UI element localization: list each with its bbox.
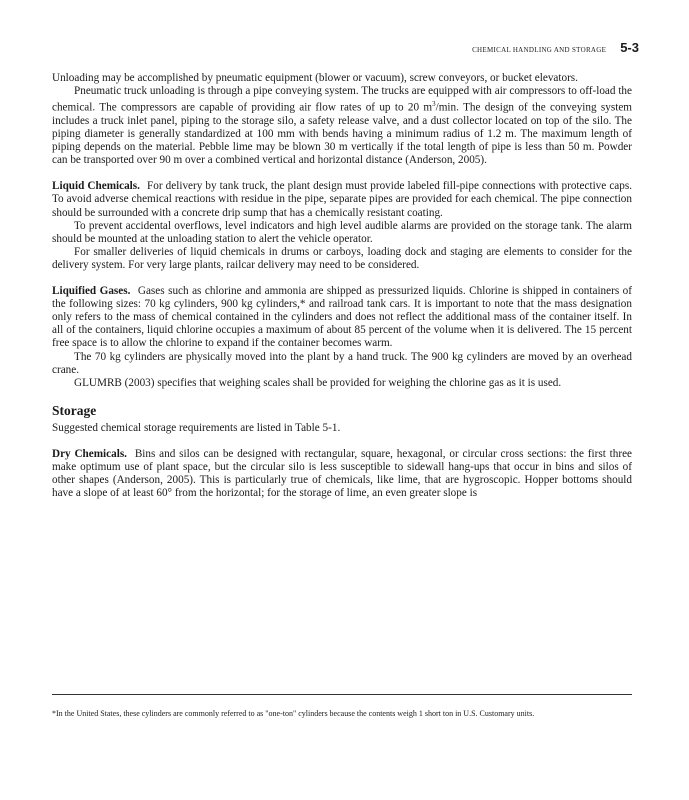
paragraph-glumrb: GLUMRB (2003) specifies that weighing scales shall be provided for weighing the chlorine gas as it is used. <box>74 376 562 389</box>
footnote-divider <box>52 694 632 695</box>
section-liquid-chemicals <box>52 180 632 272</box>
paragraph-gases-shipped-text: Gases such as chlorine and ammonia are shipped as pressurized liquids. Chlorine is shipped in containers of the following sizes: 70 kg cylinders, 900 kg cylinders,* and railroad tank cars. It is important to note that the mass designation only refers to the mass of chemical contained in the cylinders and does not reflect the additional mass of the container itself. In all of the containers, liquid chlorine occupies a maximum of about 85 percent of the volume when it is delivered. The 15 percent free space is to allow the chlorine to expand if the container becomes warm. <box>52 285 632 350</box>
paragraph-bins-silos <box>52 448 632 500</box>
footnote: *In the United States, these cylinders are commonly referred to as "one-ton" cylinders because the contents weigh 1 short ton in U.S. Customary units. <box>52 709 535 718</box>
paragraph-liquid-delivery-text: For delivery by tank truck, the plant design must provide labeled fill-pipe connections with protective caps. To avoid adverse chemical reactions with residue in the pipe, separate pipes are provided for each chemical. The pipe connection should be surrounded with a concrete drip sump that has a chemically resistant coating. <box>52 180 633 219</box>
paragraph-liquid-delivery <box>52 180 632 219</box>
superscript-3: 3 <box>432 100 436 109</box>
heading-dry-chemicals: Dry Chemicals. <box>52 447 127 460</box>
paragraph-pneumatic-part2: /min. The design of the conveying system includes a truck inlet panel, piping to the storage silo, a safety release valve, and a dust collector located on top of the silo. The piping diameter is generally standardized at 100 mm with bends having a minimum radius of 1.2 m. The maximum length of piping depends on the material. Pebble lime may be blown 30 m vertically if the total length of pipe is less than 50 m. Powder can be transported over 90 m over a combined vertical and horizontal distance (Anderson, 2005). <box>52 101 633 167</box>
heading-liquid-chemicals: Liquid Chemicals. <box>52 180 140 193</box>
paragraph-storage-intro: Suggested chemical storage requirements are listed in Table 5-1. <box>52 421 341 434</box>
section-liquified-gases <box>52 285 632 390</box>
paragraph-cylinders: The 70 kg cylinders are physically moved into the plant by a hand truck. The 900 kg cylinders are moved by an overhead crane. <box>52 350 632 376</box>
heading-storage: Storage <box>52 402 97 418</box>
paragraph-unloading: Unloading may be accomplished by pneumatic equipment (blower or vacuum), screw conveyors, or bucket elevators. <box>52 72 578 84</box>
running-title: CHEMICAL HANDLING AND STORAGE <box>472 46 607 54</box>
paragraph-smaller-deliveries: For smaller deliveries of liquid chemicals in drums or carboys, loading dock and staging are elements to consider for the delivery system. For very large plants, railcar delivery may need to be considered. <box>52 245 632 271</box>
running-head <box>472 40 639 55</box>
paragraph-pneumatic-part1: Pneumatic truck unloading is through a pipe conveying system. The trucks are equipped with air compressors to off-load the chemical. The compressors are capable of providing air flow rates of up to 20 m <box>52 85 632 114</box>
page-number: 5-3 <box>620 40 639 55</box>
paragraph-bins-silos-text: Bins and silos can be designed with rectangular, square, hexagonal, or circular cross sections: the first three make optimum use of plant space, but the circular silo is less susceptible to sidewall hang-ups that occur in bins and silos of other shapes (Anderson, 2005). This is particularly true of chemicals, like lime, that are hygroscopic. Hopper bottoms should have a slope of at least 60° from the horizontal; for the storage of lime, an even greater slope is <box>52 447 633 500</box>
paragraph-overflow: To prevent accidental overflows, level indicators and high level audible alarms are provided on the storage tank. The alarm should be mounted at the unloading station to alert the vehicle operator. <box>52 219 632 245</box>
body-text <box>52 72 632 500</box>
section-dry-chemicals <box>52 448 632 500</box>
paragraph-gases-shipped <box>52 285 632 350</box>
heading-liquified-gases: Liquified Gases. <box>52 285 131 298</box>
paragraph-pneumatic <box>52 85 632 167</box>
